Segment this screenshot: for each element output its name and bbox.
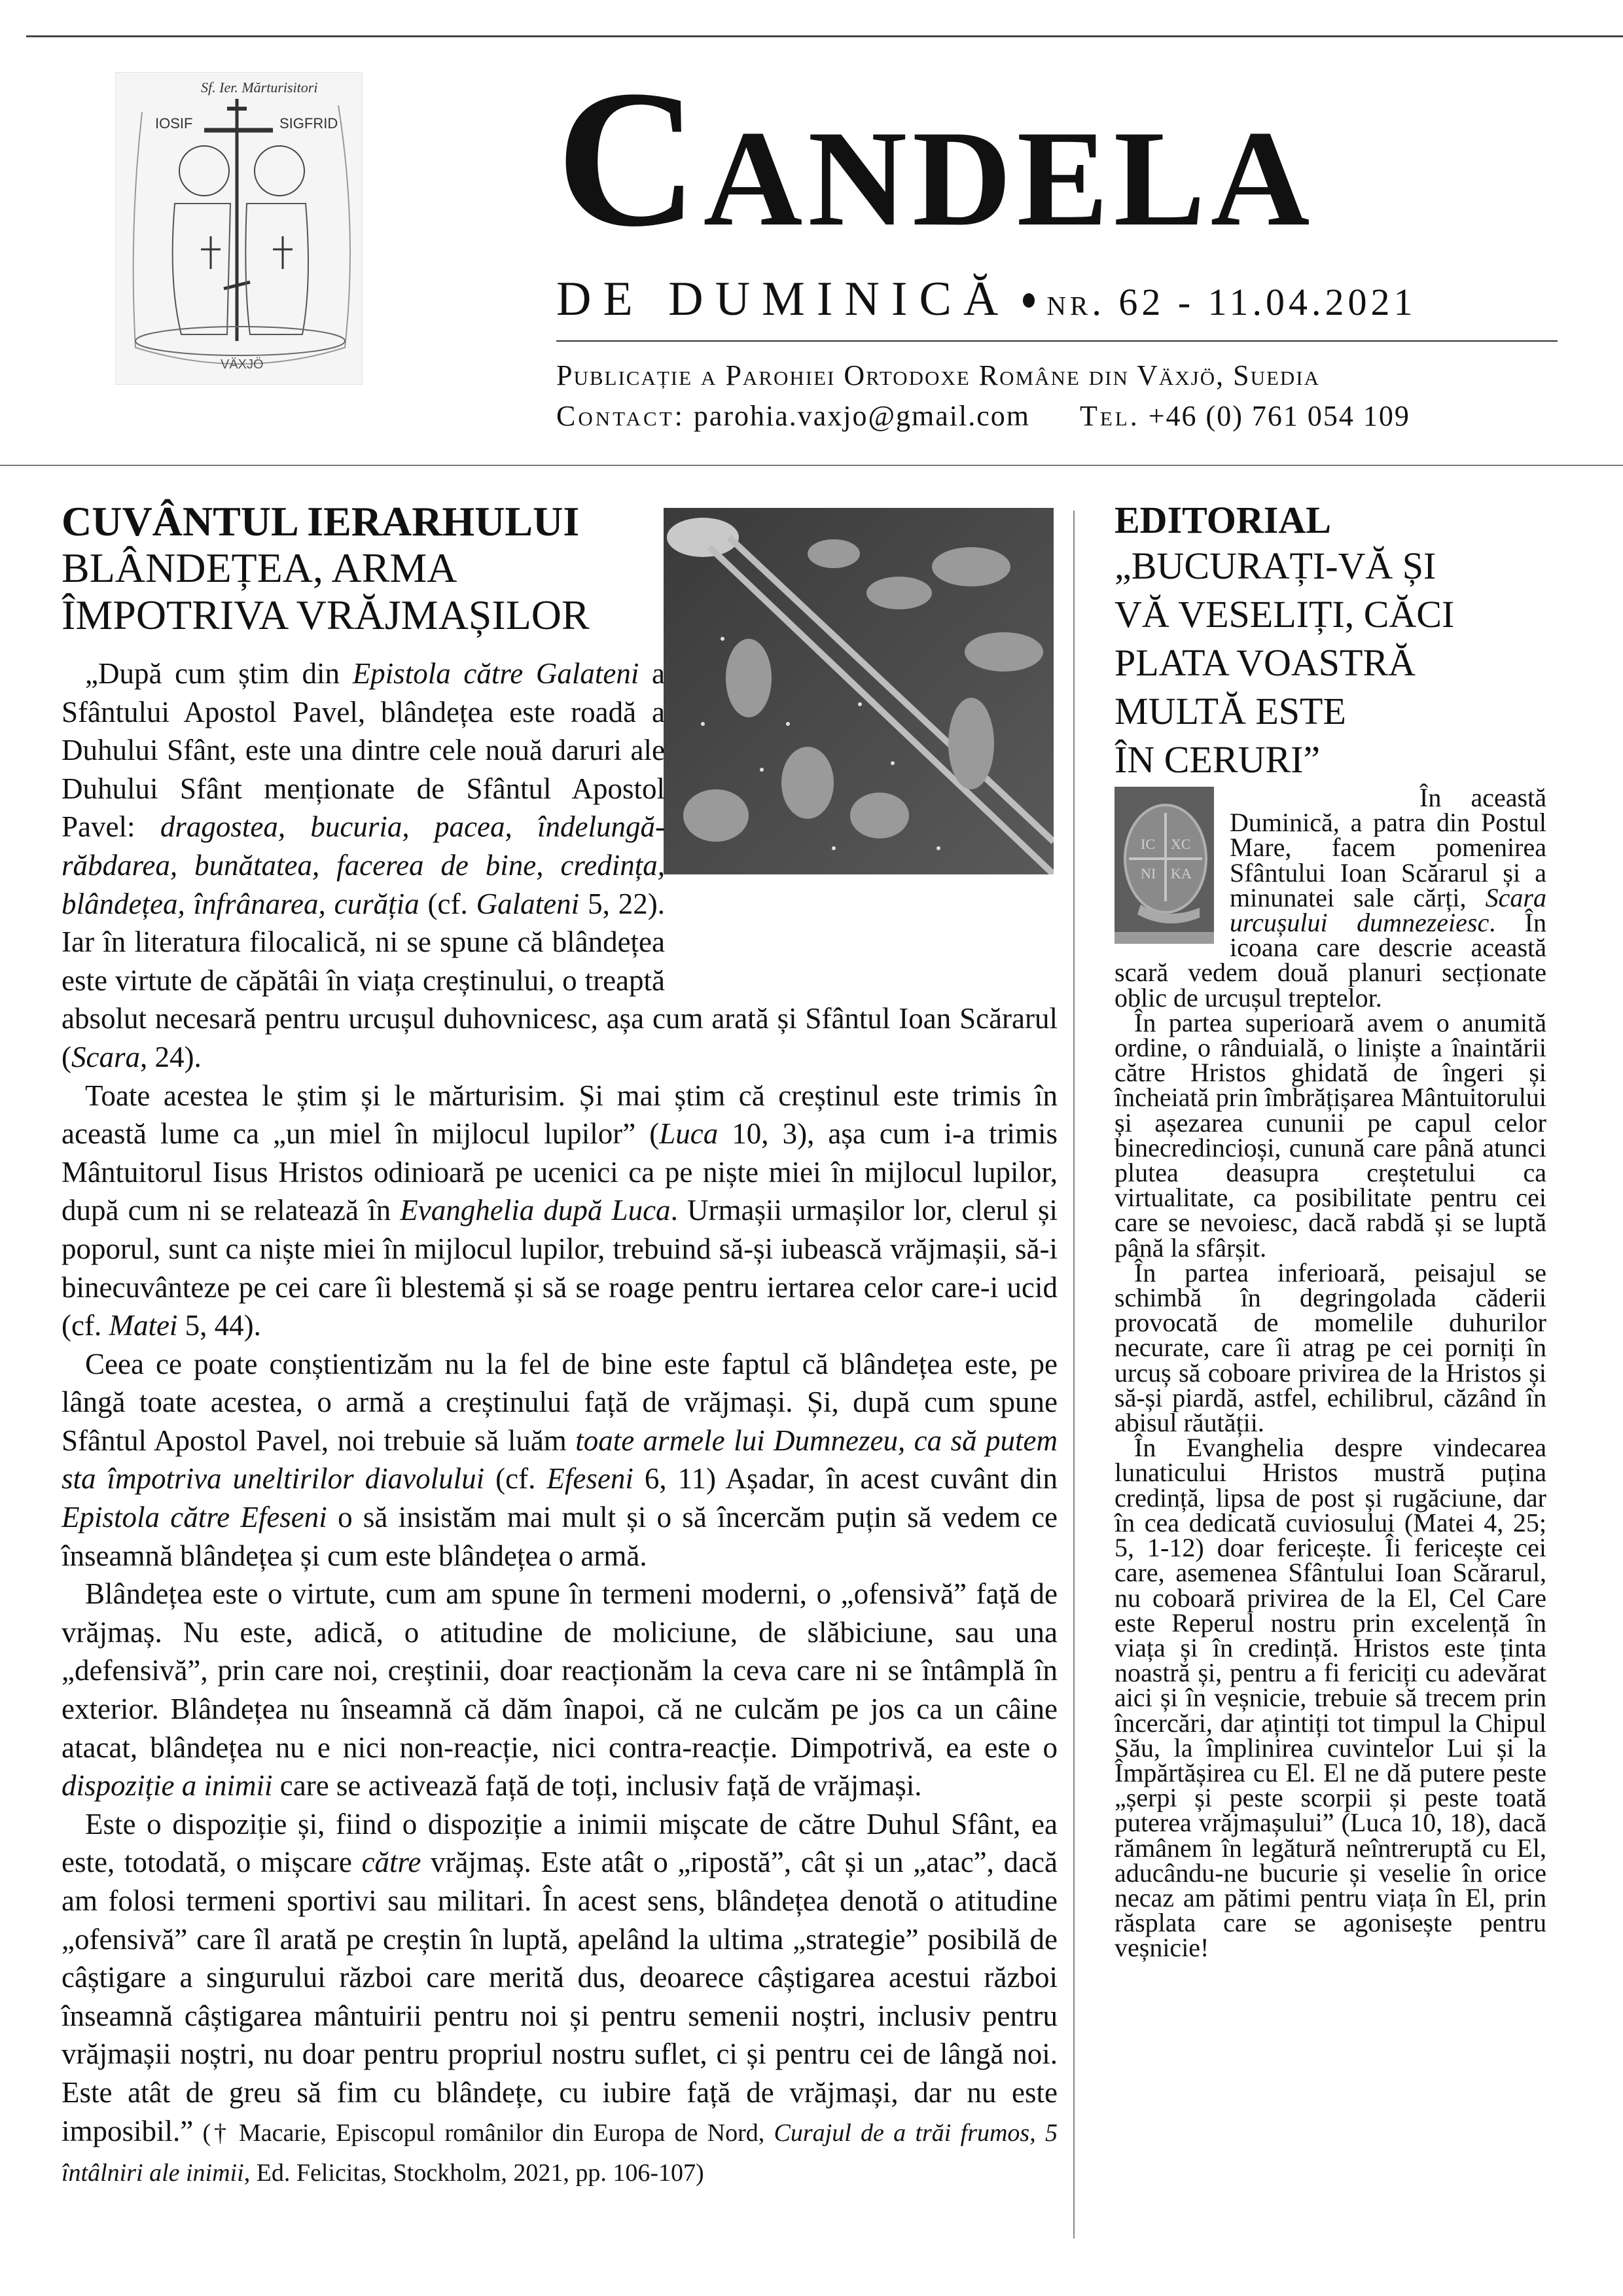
section-kicker: CUVÂNTUL IERARHULUI: [62, 498, 580, 545]
italic-text: Efeseni: [546, 1462, 633, 1496]
editorial-header: [1115, 499, 1546, 784]
italic-text: toate armele lui Dumnezeu, ca să putem sta împotriva uneltirilor diavolului: [62, 1424, 1058, 1496]
text: În Evanghelia despre vindecarea lunaticului Hristos mustră puțina credință, lipsa de post și rugăciune, dar în cea dedicată cuviosului (Matei 4, 25; 5, 1-12) doar fericește. Îi fericește cei care, asemenea Sfântului Ioan Scărarul, nu coboară privirea de la El, Cel Care este Reperul nostru prin excelență în viața și în credință. Hristos este ținta noastră și, pentru a fi fericiți cu adevărat aici și în veșnicie, trebuie să trecem prin încercări, dar ațintiți tot timpul la Chipul Său, la împlinirea cuvintelor Lui și la Împărtășirea cu El. El ne dă putere peste „șerpi și peste scorpii și peste toată puterea vrăjmașului” (Luca 10, 18), dacă rămânem în legătură neîntreruptă cu El, aducându-ne bucurie și veselie în orice necaz am pătimi pentru viața în El, prin răsplata care se agonisește pentru veșnicie!: [1115, 1433, 1546, 1963]
text: (cf.: [419, 887, 476, 920]
contact-email-link[interactable]: parohia.vaxjo@gmail.com: [693, 400, 1030, 432]
text: . Urmașii urmașilor lor, clerul și poporul, sunt ca niște miei în mijlocul lupilor, trebuind să-și iubească vrăjmașii, să-i binecuvânteze pe cei care îi blestemă și să se roage pentru iertarea celor care-i ucid (cf.: [62, 1194, 1058, 1342]
italic-text: Epistola către Galateni: [352, 657, 639, 690]
text: o să insistăm mai mult și o să încercăm puțin să vedem ce înseamnă blândețea și cum este blândețea o armă.: [62, 1501, 1058, 1572]
text: În partea inferioară, peisajul se schimbă în degringolada căderii provocată de momelile duhurilor necurate, care îi atrag pe cei porniți în urcuș să coboare privirea de la Hristos și să-și piardă, astfel, echilibrul, căzând în abisul răutății.: [1115, 1257, 1546, 1438]
text: a Sfântului Apostol Pavel, blândețea este roadă a Duhului Sfânt, este una dintre cele nouă daruri ale Duhului Sfânt menționate de Sfântul Apostol Pavel:: [62, 657, 665, 844]
svg-text:VÄXJÖ: VÄXJÖ: [221, 357, 264, 372]
top-rule: [26, 35, 1623, 37]
italic-text: Curajul de a trăi frumos, 5 întâlniri ale inimii: [62, 2119, 1058, 2187]
text: În partea superioară avem o anumită ordine, o rânduială, o liniște a înaintării către Hristos ghidată de îngeri și încheiată prin îmbrățișarea Mântuitorului și așezarea cununii pe capul celor binecredincioși, cunună care până atunci plutea deasupra creștetului ca virtualitate, ca posibilitate pentru cei care se nevoiesc, dacă rabdă și se luptă până la sfârșit.: [1115, 1007, 1546, 1263]
bullet-icon: [1023, 293, 1035, 308]
editorial-headline-line: ÎN CERURI”: [1115, 738, 1321, 781]
svg-text:Sf. Ier. Mărturisitori: Sf. Ier. Mărturisitori: [201, 79, 318, 96]
phone-number: +46 (0) 761 054 109: [1148, 400, 1410, 432]
masthead-subtitle: [556, 272, 1416, 327]
text: 6, 11) Așadar, în acest cuvânt din: [633, 1462, 1058, 1496]
editorial-headline-line: MULTĂ ESTE: [1115, 690, 1346, 732]
svg-text:IC: IC: [1141, 836, 1155, 852]
text: 5, 44).: [177, 1309, 261, 1342]
editorial-paragraphs: [1115, 785, 1546, 1961]
italic-text: Matei: [109, 1309, 178, 1342]
svg-text:SIGFRID: SIGFRID: [279, 115, 338, 132]
article-headline-line1: BLÂNDEȚEA, ARMA: [62, 545, 457, 591]
article-paragraph: [62, 1575, 1058, 1805]
issue-number-date: nr. 62 - 11.04.2021: [1046, 281, 1417, 323]
text: . În icoana care descrie această scară vedem două planuri secționate oblic de urcușul treptelor.: [1115, 908, 1546, 1013]
column-divider: [1073, 511, 1075, 2238]
text: care se activează față de toți, inclusiv față de vrăjmași.: [272, 1769, 922, 1803]
italic-text: dragostea, bucuria, pacea, îndelungă-răbdarea, bunătatea, facerea de bine, credința, blândețea, înfrânarea, curăția: [62, 810, 665, 920]
contact-label: Contact:: [556, 400, 685, 432]
svg-text:KA: KA: [1171, 865, 1192, 882]
text: „După cum știm din: [85, 657, 353, 690]
text: Este o dispoziție și, fiind o dispoziție a inimii mișcate de către Duhul Sfânt, ea este, totodată, o mișcare: [62, 1807, 1058, 1879]
editorial-paragraph: [1115, 1007, 1546, 1263]
italic-text: către: [361, 1846, 421, 1879]
text: Blândețea este o virtute, cum am spune în termeni moderni, o „ofensivă” față de vrăjmaș. Nu este, adică, o atitudine de moliciune, de slăbiciune, sau una „defensivă”, prin care noi, creștinii, doar reacționăm la ceva care ni se întâmplă în exterior. Blândețea nu înseamnă că dăm înapoi, că ne culcăm pe jos ca un câine atacat, blândețea nu e nici non-reacție, nici contra-reacție. Dimpotrivă, ea este o: [62, 1577, 1058, 1764]
text: În această Duminică, a patra din Postul Mare, facem pomenirea Sfântului Ioan Scărarul și a minunatei sale cărți,: [1230, 783, 1546, 912]
editorial-body: [1115, 785, 1546, 1961]
italic-text: Epistola către Efeseni: [62, 1501, 327, 1534]
masthead-divider: [556, 340, 1558, 342]
editorial-kicker: EDITORIAL: [1115, 499, 1331, 541]
italic-text: Galateni: [476, 887, 580, 920]
text: 5, 22). Iar în literatura filocalică, ni se spune că blândețea este virtute de căpătâi în viața creștinului, o treaptă absolut necesară pentru urcușul duhovnicesc, așa cum arată și Sfântul Ioan Scărarul (: [62, 887, 1058, 1073]
editorial-headline-line: PLATA VOASTRĂ: [1115, 641, 1416, 684]
publisher-line: Publicație a Parohiei Ortodoxe Române din Växjö, Suedia: [556, 359, 1320, 391]
text: , Ed. Felicitas, Stockholm, 2021, pp. 106-107): [243, 2159, 704, 2187]
editorial-headline-line: „BUCURAȚI-VĂ ȘI: [1115, 545, 1436, 587]
svg-text:IOSIF: IOSIF: [155, 115, 193, 132]
subtitle-text: DE DUMINICĂ: [556, 272, 1010, 326]
header-divider: [0, 465, 1623, 466]
svg-text:NI: NI: [1141, 865, 1156, 882]
svg-text:XC: XC: [1171, 836, 1191, 852]
text: , 24).: [140, 1040, 202, 1073]
text: Toate acestea le știm și le mărturisim. Și mai știm că creștinul este trimis în această lume ca „un miel în mijlocul lupilor” (: [62, 1079, 1058, 1151]
phone-label: Tel.: [1079, 400, 1140, 432]
logo-icon-saints-drawing: [115, 72, 363, 385]
article-headline-line2: ÎMPOTRIVA VRĂJMAȘILOR: [62, 592, 590, 638]
italic-text: Scara: [71, 1040, 140, 1073]
editorial-paragraph: [1115, 1433, 1546, 1963]
contact-line: [556, 399, 1410, 433]
text: (cf.: [484, 1462, 547, 1496]
italic-text: dispoziție a inimii: [62, 1769, 273, 1803]
italic-text: Evanghelia după Luca: [400, 1194, 671, 1227]
text: Ceea ce poate conștientizăm nu la fel de bine este faptul că blândețea este, pe lângă toate acestea, o armă a creștinului față de vrăjmași. Și, după cum spune Sfântul Apostol Pavel, noi trebuie să luăm: [62, 1347, 1058, 1457]
prosphora-seal-image: [1115, 787, 1214, 944]
italic-text: Luca: [659, 1117, 719, 1151]
article-paragraph: [62, 1077, 1058, 1345]
editorial-paragraph: [1115, 1257, 1546, 1438]
text: († Macarie, Episcopul românilor din Europa de Nord,: [193, 2119, 774, 2147]
article-paragraph: [62, 1345, 1058, 1575]
citation-footnote: [62, 2119, 1058, 2187]
text: vrăjmaș. Este atât o „ripostă”, cât și un „atac”, dacă am folosi termeni sportivi sau militari. În acest sens, blândețea denotă o atitudine „ofensivă” care îl arată pe creștin în luptă, apelând la ultima „strategie” posibilă de câștigare a singurului război care merită dus, deoarece câștigarea acestui război înseamnă câștigarea mântuirii pentru noi și pentru semenii noștri, inclusiv pentru vrăjmașii noștri, nu doar pentru propriul nostru suflet, ci și pentru cei de lângă noi. Este atât de greu să fim cu blândețe, cu iubire față de vrăjmași, dar nu este imposibil.”: [62, 1846, 1058, 2147]
article-paragraph: [62, 1805, 1058, 2193]
newspaper-title: Candela: [556, 50, 1315, 267]
masthead: [556, 50, 1558, 267]
left-article-body: [62, 655, 1058, 2193]
text: 10, 3), așa cum i-a trimis Mântuitorul Iisus Hristos odinioară pe ucenici ca pe niște miei în mijlocul lupilor, după cum ni se relatează în: [62, 1117, 1058, 1227]
editorial-headline-line: VĂ VESELIȚI, CĂCI: [1115, 593, 1455, 636]
italic-text: Scara urcușului dumnezeiesc: [1230, 882, 1546, 938]
